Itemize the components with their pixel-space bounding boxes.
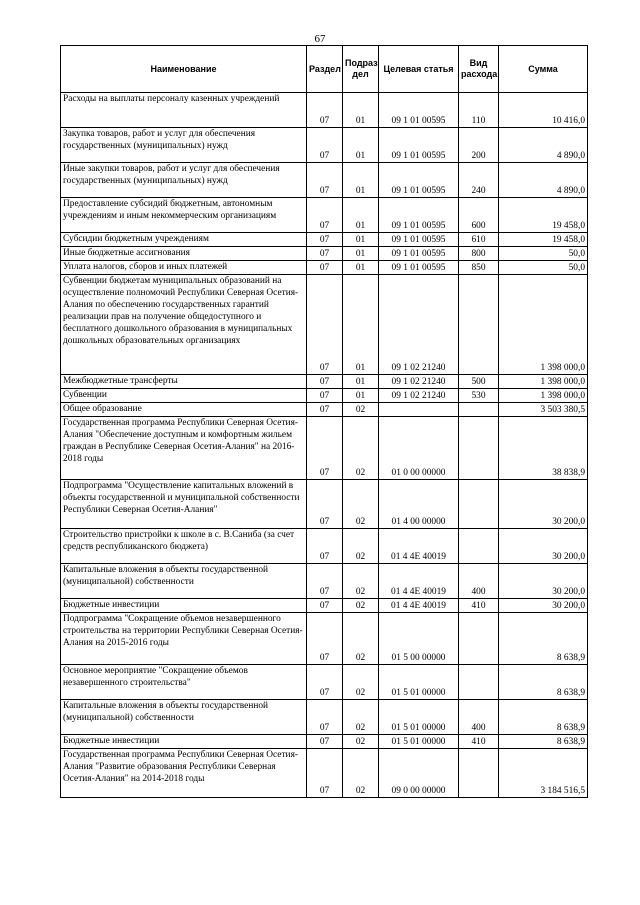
row-summa: 3 184 516,5 [499, 749, 588, 798]
row-vid-rashoda: 610 [459, 233, 499, 247]
row-vid-rashoda [459, 749, 499, 798]
row-summa: 10 416,0 [499, 93, 588, 128]
table-row [61, 261, 588, 275]
table-row [61, 163, 588, 198]
row-summa: 8 638,9 [499, 613, 588, 665]
row-vid-rashoda: 200 [459, 128, 499, 163]
row-razdel: 07 [307, 480, 343, 529]
row-podrazdel: 01 [343, 375, 379, 389]
row-podrazdel: 01 [343, 198, 379, 233]
row-name: Капитальные вложения в объекты государственной (муниципальной) собственности [61, 700, 307, 735]
header-name: Наименование [61, 46, 307, 93]
table-row [61, 275, 588, 375]
row-name: Иные закупки товаров, работ и услуг для обеспечения государственных (муниципальных) нужд [61, 163, 307, 198]
row-name: Бюджетные инвестиции [61, 599, 307, 613]
row-celevaya-statya: 09 1 02 21240 [379, 275, 459, 375]
row-summa: 38 838,9 [499, 417, 588, 480]
row-razdel: 07 [307, 599, 343, 613]
table-row [61, 480, 588, 529]
row-summa: 30 200,0 [499, 480, 588, 529]
row-podrazdel: 02 [343, 665, 379, 700]
row-name: Межбюджетные трансферты [61, 375, 307, 389]
row-celevaya-statya: 01 4 00 00000 [379, 480, 459, 529]
row-podrazdel: 01 [343, 93, 379, 128]
page-number: 67 [314, 33, 326, 45]
row-vid-rashoda: 400 [459, 700, 499, 735]
row-razdel: 07 [307, 375, 343, 389]
table-row [61, 749, 588, 798]
row-summa: 19 458,0 [499, 233, 588, 247]
row-celevaya-statya: 09 1 02 21240 [379, 375, 459, 389]
row-podrazdel: 02 [343, 735, 379, 749]
row-vid-rashoda: 800 [459, 247, 499, 261]
row-razdel: 07 [307, 247, 343, 261]
row-vid-rashoda [459, 417, 499, 480]
row-celevaya-statya: 01 5 01 00000 [379, 665, 459, 700]
row-razdel: 07 [307, 389, 343, 403]
table-row [61, 564, 588, 599]
row-name: Подпрограмма "Сокращение объемов незавершенного строительства на территории Республики Северная Осетия-Алания на 2015-2016 годы [61, 613, 307, 665]
row-celevaya-statya: 01 0 00 00000 [379, 417, 459, 480]
row-razdel: 07 [307, 198, 343, 233]
row-summa: 50,0 [499, 261, 588, 275]
row-vid-rashoda: 400 [459, 564, 499, 599]
row-razdel: 07 [307, 93, 343, 128]
row-name: Государственная программа Республики Северная Осетия-Алания "Обеспечение доступным и комфортным жильем граждан в Республике Северная Осетия-Алания" на 2016-2018 годы [61, 417, 307, 480]
row-name: Субвенции бюджетам муниципальных образований на осуществление полномочий Республики Северная Осетия-Алания по обеспечению государственных гарантий реализации прав на получение общедоступного и бесплатного дошкольного образования в муниципальных дошкольных образовательных организациях [61, 275, 307, 375]
row-razdel: 07 [307, 417, 343, 480]
row-summa: 50,0 [499, 247, 588, 261]
row-razdel: 07 [307, 128, 343, 163]
row-summa: 8 638,9 [499, 700, 588, 735]
row-summa: 1 398 000,0 [499, 275, 588, 375]
row-razdel: 07 [307, 700, 343, 735]
row-vid-rashoda: 500 [459, 375, 499, 389]
row-celevaya-statya: 09 0 00 00000 [379, 749, 459, 798]
row-name: Расходы на выплаты персоналу казенных учреждений [61, 93, 307, 128]
header-podrazdel: Подраз дел [343, 46, 379, 93]
table-row [61, 93, 588, 128]
row-vid-rashoda: 850 [459, 261, 499, 275]
row-summa: 1 398 000,0 [499, 389, 588, 403]
row-name: Подпрограмма "Осуществление капитальных вложений в объекты государственной и муниципальной собственности Республики Северная Осетия-Алания" [61, 480, 307, 529]
row-vid-rashoda: 240 [459, 163, 499, 198]
row-summa: 3 503 380,5 [499, 403, 588, 417]
table-row [61, 735, 588, 749]
table-row [61, 198, 588, 233]
row-summa: 8 638,9 [499, 735, 588, 749]
row-celevaya-statya: 09 1 01 00595 [379, 247, 459, 261]
row-vid-rashoda [459, 275, 499, 375]
row-celevaya-statya: 09 1 01 00595 [379, 163, 459, 198]
row-podrazdel: 02 [343, 613, 379, 665]
header-celevaya-statya: Целевая статья [379, 46, 459, 93]
row-podrazdel: 02 [343, 700, 379, 735]
row-podrazdel: 01 [343, 233, 379, 247]
row-celevaya-statya: 01 5 01 00000 [379, 700, 459, 735]
row-name: Субвенции [61, 389, 307, 403]
row-razdel: 07 [307, 735, 343, 749]
row-name: Уплата налогов, сборов и иных платежей [61, 261, 307, 275]
row-summa: 30 200,0 [499, 564, 588, 599]
row-podrazdel: 02 [343, 417, 379, 480]
row-name: Основное мероприятие "Сокращение объемов незавершенного строительства" [61, 665, 307, 700]
row-name: Предоставление субсидий бюджетным, автономным учреждениям и иным некоммерческим организациям [61, 198, 307, 233]
row-razdel: 07 [307, 163, 343, 198]
row-vid-rashoda: 530 [459, 389, 499, 403]
row-podrazdel: 01 [343, 163, 379, 198]
table-row [61, 233, 588, 247]
table-row [61, 599, 588, 613]
table-row [61, 375, 588, 389]
row-celevaya-statya: 09 1 01 00595 [379, 198, 459, 233]
table-row [61, 389, 588, 403]
table-row [61, 700, 588, 735]
row-celevaya-statya: 09 1 01 00595 [379, 261, 459, 275]
row-name: Строительство пристройки к школе в с. В.Саниба (за счет средств республиканского бюджета) [61, 529, 307, 564]
header-razdel: Раздел [307, 46, 343, 93]
header-row [61, 46, 588, 93]
row-summa: 4 890,0 [499, 128, 588, 163]
table-row [61, 665, 588, 700]
row-name: Субсидии бюджетным учреждениям [61, 233, 307, 247]
row-summa: 30 200,0 [499, 529, 588, 564]
row-podrazdel: 01 [343, 128, 379, 163]
row-vid-rashoda: 600 [459, 198, 499, 233]
row-podrazdel: 02 [343, 529, 379, 564]
row-vid-rashoda [459, 529, 499, 564]
row-celevaya-statya: 01 5 01 00000 [379, 735, 459, 749]
row-razdel: 07 [307, 665, 343, 700]
table-row [61, 403, 588, 417]
row-podrazdel: 01 [343, 247, 379, 261]
row-vid-rashoda: 110 [459, 93, 499, 128]
row-vid-rashoda: 410 [459, 599, 499, 613]
row-vid-rashoda [459, 480, 499, 529]
row-celevaya-statya: 01 4 4E 40019 [379, 529, 459, 564]
row-podrazdel: 02 [343, 564, 379, 599]
row-summa: 1 398 000,0 [499, 375, 588, 389]
row-podrazdel: 02 [343, 403, 379, 417]
row-celevaya-statya: 09 1 02 21240 [379, 389, 459, 403]
row-celevaya-statya: 01 5 00 00000 [379, 613, 459, 665]
row-vid-rashoda [459, 403, 499, 417]
row-summa: 30 200,0 [499, 599, 588, 613]
row-podrazdel: 02 [343, 480, 379, 529]
row-vid-rashoda [459, 665, 499, 700]
row-razdel: 07 [307, 564, 343, 599]
row-podrazdel: 01 [343, 275, 379, 375]
row-celevaya-statya: 01 4 4E 40019 [379, 564, 459, 599]
row-celevaya-statya: 01 4 4E 40019 [379, 599, 459, 613]
row-razdel: 07 [307, 233, 343, 247]
row-vid-rashoda [459, 613, 499, 665]
row-podrazdel: 02 [343, 599, 379, 613]
row-name: Бюджетные инвестиции [61, 735, 307, 749]
header-vid-rashoda: Вид расхода [459, 46, 499, 93]
row-celevaya-statya: 09 1 01 00595 [379, 233, 459, 247]
row-summa: 4 890,0 [499, 163, 588, 198]
row-name: Закупка товаров, работ и услуг для обеспечения государственных (муниципальных) нужд [61, 128, 307, 163]
row-summa: 19 458,0 [499, 198, 588, 233]
row-name: Государственная программа Республики Северная Осетия-Алания "Развитие образования Республики Северная Осетия-Алания" на 2014-2018 годы [61, 749, 307, 798]
table-row [61, 529, 588, 564]
header-summa: Сумма [499, 46, 588, 93]
row-podrazdel: 01 [343, 261, 379, 275]
row-razdel: 07 [307, 613, 343, 665]
row-razdel: 07 [307, 261, 343, 275]
table-row [61, 247, 588, 261]
table-row [61, 128, 588, 163]
table-row [61, 417, 588, 480]
row-razdel: 07 [307, 749, 343, 798]
row-celevaya-statya [379, 403, 459, 417]
row-celevaya-statya: 09 1 01 00595 [379, 128, 459, 163]
row-celevaya-statya: 09 1 01 00595 [379, 93, 459, 128]
row-podrazdel: 02 [343, 749, 379, 798]
row-name: Общее образование [61, 403, 307, 417]
row-name: Капитальные вложения в объекты государственной (муниципальной) собственности [61, 564, 307, 599]
row-podrazdel: 01 [343, 389, 379, 403]
row-vid-rashoda: 410 [459, 735, 499, 749]
row-razdel: 07 [307, 403, 343, 417]
row-summa: 8 638,9 [499, 665, 588, 700]
row-name: Иные бюджетные ассигнования [61, 247, 307, 261]
table-row [61, 613, 588, 665]
row-razdel: 07 [307, 275, 343, 375]
row-razdel: 07 [307, 529, 343, 564]
budget-table [60, 45, 588, 798]
